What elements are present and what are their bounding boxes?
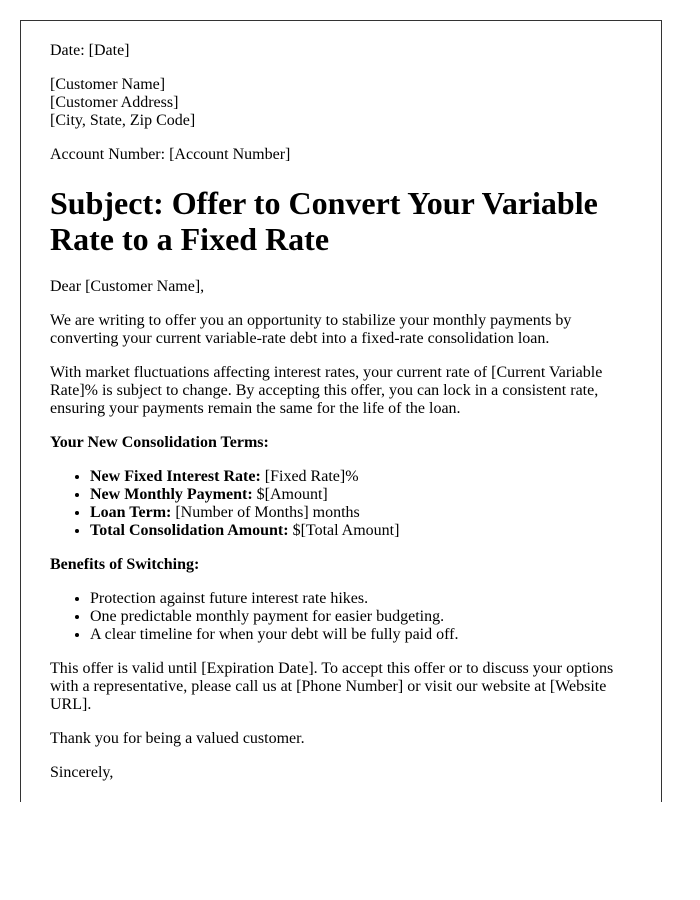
recipient-name: [Customer Name] bbox=[50, 76, 166, 93]
term-value: $[Total Amount] bbox=[288, 522, 400, 539]
terms-item-total-amount bbox=[90, 522, 631, 540]
thanks-line: Thank you for being a valued customer. bbox=[50, 730, 305, 747]
term-value: $[Amount] bbox=[252, 486, 328, 503]
intro-paragraph: We are writing to offer you an opportunity to stabilize your monthly payments by converting your current variable-rate debt into a fixed-rate consolidation loan. bbox=[50, 312, 572, 347]
salutation: Dear [Customer Name], bbox=[50, 278, 205, 295]
account-number-line: Account Number: [Account Number] bbox=[50, 146, 291, 163]
benefit-item: • A clear timeline for when your debt will be fully paid off. bbox=[90, 626, 631, 644]
date-line: Date: [Date] bbox=[50, 42, 130, 59]
benefit-item: • One predictable monthly payment for easier budgeting. bbox=[90, 608, 631, 626]
recipient-city-state-zip: [City, State, Zip Code] bbox=[50, 112, 196, 129]
terms-item-monthly-payment bbox=[90, 486, 631, 504]
terms-list bbox=[50, 468, 631, 540]
term-value: [Fixed Rate]% bbox=[260, 468, 359, 485]
benefits-heading: Benefits of Switching: bbox=[50, 556, 200, 573]
signoff: Sincerely, bbox=[50, 764, 114, 781]
term-label: Total Consolidation Amount: bbox=[90, 522, 289, 539]
closing-paragraph: This offer is valid until [Expiration Date]. To accept this offer or to discuss your options with a representative, please call us at [Phone Number] or visit our website at [Website URL]. bbox=[50, 660, 614, 713]
benefits-list bbox=[50, 590, 631, 644]
letter-container bbox=[20, 20, 662, 802]
terms-heading: Your New Consolidation Terms: bbox=[50, 434, 269, 451]
term-value: [Number of Months] months bbox=[171, 504, 360, 521]
recipient-address-block bbox=[50, 76, 631, 130]
terms-item-loan-term bbox=[90, 504, 631, 522]
term-label: New Fixed Interest Rate: bbox=[90, 468, 261, 485]
recipient-address: [Customer Address] bbox=[50, 94, 179, 111]
term-label: New Monthly Payment: bbox=[90, 486, 253, 503]
terms-item-fixed-rate bbox=[90, 468, 631, 486]
benefit-item: • Protection against future interest rate hikes. bbox=[90, 590, 631, 608]
subject-heading: Subject: Offer to Convert Your Variable Rate to a Fixed Rate bbox=[50, 185, 598, 257]
rate-paragraph: With market fluctuations affecting interest rates, your current rate of [Current Variable Rate]% is subject to change. By accepting this offer, you can lock in a consistent rate, ensuring your payments remain the same for the life of the loan. bbox=[50, 364, 603, 417]
term-label: Loan Term: bbox=[90, 504, 172, 521]
